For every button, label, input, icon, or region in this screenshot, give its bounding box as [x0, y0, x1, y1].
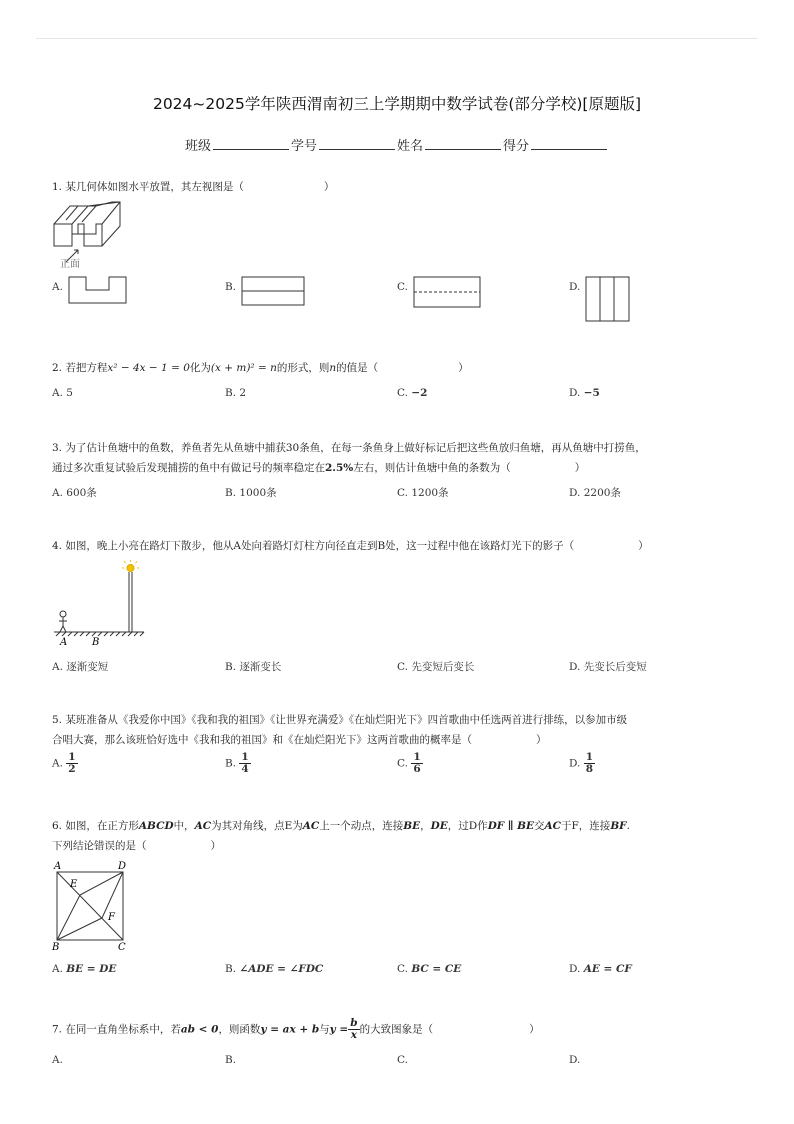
q2-number: 2.: [52, 362, 63, 374]
q6-option-d-label: D.: [569, 963, 581, 975]
q4-option-c-value: 先变短后变长: [411, 661, 475, 673]
class-label: 班级: [184, 139, 211, 154]
q6-bf: BF: [610, 820, 627, 832]
q5-option-b-fraction: [239, 752, 250, 775]
q4-option-b-label: B.: [225, 661, 237, 673]
q6-t2: 中，: [173, 820, 195, 832]
q3-option-c-label: C.: [397, 487, 408, 499]
q3-option-d-label: D.: [569, 487, 581, 499]
q6-abcd: ABCD: [138, 820, 174, 832]
q3-percent: 2.5%: [325, 462, 354, 474]
q7-cond: ab < 0: [180, 1023, 219, 1036]
q5-option-b-label: B.: [225, 757, 237, 770]
q1-solid-figure: [52, 200, 132, 272]
q6-t1: 如图，在正方形: [65, 820, 139, 832]
q1-front-label: 正面: [60, 259, 80, 270]
q1-option-a[interactable]: A.: [52, 281, 63, 293]
q7-t4: 的大致图象是（: [359, 1023, 434, 1036]
q5-option-a-label: A.: [52, 757, 63, 770]
q7-fraction: [348, 1018, 359, 1041]
q5-option-c-label: C.: [397, 757, 408, 770]
q5-close: ）: [536, 734, 547, 746]
q1-text: 某几何体如图水平放置，其左视图是（: [65, 181, 244, 193]
q1-close: ）: [323, 181, 335, 193]
q2-text-c: 的形式，则: [276, 362, 330, 374]
q5-stem: [52, 710, 742, 750]
q7-option-b[interactable]: B.: [225, 1054, 237, 1066]
q5-option-b-den: 4: [241, 763, 249, 775]
q1-option-d-figure: [585, 276, 631, 322]
q3-option-c-value: 1200条: [411, 487, 449, 499]
q3-option-a[interactable]: [52, 485, 97, 500]
q6-option-c-value: BC = CE: [411, 963, 462, 975]
q6-square-figure: [50, 860, 132, 952]
q5-option-b[interactable]: [225, 752, 251, 775]
q2-option-a-value: 5: [66, 387, 73, 399]
q7-option-c[interactable]: C.: [397, 1054, 408, 1066]
q3-number: 3.: [52, 442, 63, 454]
q5-option-a[interactable]: [52, 752, 78, 775]
q6-df: DF ∥ BE: [487, 820, 534, 832]
name-label: 姓名: [397, 139, 424, 154]
q4-option-b[interactable]: [225, 659, 281, 674]
q1-stem: [52, 177, 742, 197]
q5-number: 5.: [52, 714, 63, 726]
q6-stem: [52, 816, 742, 856]
q2-option-d-label: D.: [569, 387, 581, 399]
q4-option-c-label: C.: [397, 661, 408, 673]
q6-t9: .: [626, 820, 630, 832]
number-blank[interactable]: [319, 137, 395, 150]
q6-be: BE: [403, 820, 421, 832]
q5-option-c[interactable]: [397, 752, 423, 775]
q6-ac: AC: [194, 820, 212, 832]
q2-option-c-value: −2: [411, 387, 428, 399]
q3-line2b: 左右，则估计鱼塘中鱼的条数为（: [353, 462, 511, 474]
q6-t5: ，: [420, 820, 431, 832]
q6-label-e: E: [70, 879, 78, 890]
q3-option-a-label: A.: [52, 487, 63, 499]
q5-option-a-fraction: [66, 752, 77, 775]
q4-streetlight-figure: [52, 560, 152, 650]
q4-text: 如图，晚上小亮在路灯下散步，他从A处向着路灯灯柱方向径直走到B处，这一过程中他在该路灯光下的影子（: [65, 540, 575, 552]
q6-option-d-value: AE = CF: [583, 963, 632, 975]
q7-t1: 在同一直角坐标系中，若: [65, 1023, 181, 1036]
q4-option-c[interactable]: [397, 659, 474, 674]
q2-text-a: 若把方程: [65, 362, 108, 374]
q4-label-b: B: [92, 637, 100, 648]
q1-option-b[interactable]: B.: [225, 281, 237, 293]
q5-option-d-num: 1: [585, 751, 594, 763]
q3-option-d[interactable]: [569, 485, 621, 500]
page-title: 2024~2025学年陕西渭南初三上学期期中数学试卷(部分学校)[原题版]: [152, 95, 642, 113]
q6-option-a-label: A.: [52, 963, 63, 975]
q5-option-a-den: 2: [68, 763, 76, 775]
q6-t7: 交: [534, 820, 545, 832]
q6-ac3: AC: [544, 820, 562, 832]
q4-option-a-label: A.: [52, 661, 63, 673]
q4-option-a-value: 逐渐变短: [66, 661, 109, 673]
score-label: 得分: [503, 139, 530, 154]
q7-t2: ，则函数: [218, 1023, 261, 1036]
q2-option-d-value: −5: [583, 387, 600, 399]
q2-option-d[interactable]: [569, 387, 600, 399]
q6-label-f: F: [108, 912, 115, 923]
q4-option-d[interactable]: [569, 659, 647, 674]
q6-t6: ，过D作: [447, 820, 488, 832]
q2-option-b[interactable]: [225, 387, 246, 399]
q2-form: (x + m)² = n: [210, 362, 277, 374]
q6-label-d: D: [118, 861, 127, 872]
q2-option-c-label: C.: [397, 387, 408, 399]
q5-option-b-num: 1: [241, 751, 249, 763]
q2-stem: [52, 358, 742, 378]
q4-option-d-value: 先变长后变短: [583, 661, 647, 673]
q5-option-d-fraction: [584, 752, 595, 775]
q4-close: ）: [638, 540, 649, 552]
q1-option-c-figure: [413, 276, 481, 308]
q2-close: ）: [458, 362, 469, 374]
q5-option-d-label: D.: [569, 757, 581, 770]
q6-option-b-label: B.: [225, 963, 237, 975]
q2-var: n: [329, 362, 337, 374]
q5-option-c-fraction: [411, 752, 422, 775]
q2-option-a-label: A.: [52, 387, 63, 399]
q5-option-a-num: 1: [68, 751, 76, 763]
q6-label-b: B: [52, 942, 60, 953]
q1-number: 1.: [52, 181, 63, 193]
q6-label-a: A: [54, 861, 62, 872]
q6-option-b-value: ∠ADE = ∠FDC: [239, 963, 324, 975]
q7-number: 7.: [52, 1023, 63, 1036]
q2-text-d: 的值是（: [336, 362, 379, 374]
q1-option-b-figure: [241, 276, 305, 306]
q3-option-b-value: 1000条: [239, 487, 277, 499]
number-label: 学号: [290, 139, 317, 154]
q6-line2: 下列结论错误的是（: [52, 840, 147, 852]
q5-option-c-num: 1: [413, 751, 421, 763]
q3-option-b-label: B.: [225, 487, 237, 499]
q3-line1: 为了估计鱼塘中的鱼数，养鱼者先从鱼塘中捕获30条鱼，在每一条鱼身上做好标记后把这些鱼放归鱼塘，再从鱼塘中打捞鱼，: [65, 442, 646, 454]
q2-option-c[interactable]: [397, 387, 427, 399]
q6-option-c-label: C.: [397, 963, 408, 975]
q3-option-a-value: 600条: [66, 487, 97, 499]
class-blank[interactable]: [213, 137, 289, 150]
student-info-line: [0, 135, 794, 154]
q6-de: DE: [430, 820, 448, 832]
q7-option-a[interactable]: A.: [52, 1054, 63, 1066]
q6-option-d[interactable]: [569, 963, 632, 975]
q7-fnum: b: [350, 1017, 358, 1029]
q5-option-c-den: 6: [413, 763, 421, 775]
q6-option-b[interactable]: [225, 963, 323, 975]
q4-number: 4.: [52, 540, 63, 552]
q7-fden: x: [350, 1029, 358, 1041]
q6-option-a-value: BE = DE: [66, 963, 117, 975]
q4-option-d-label: D.: [569, 661, 581, 673]
q6-close: ）: [210, 840, 221, 852]
q4-label-a: A: [60, 637, 68, 648]
q6-number: 6.: [52, 820, 63, 832]
q4-option-b-value: 逐渐变长: [239, 661, 282, 673]
q4-stem: [52, 536, 742, 556]
q3-line2a: 通过多次重复试验后发现捕捞的鱼中有做记号的频率稳定在: [52, 462, 325, 474]
q6-option-a[interactable]: [52, 963, 116, 975]
q3-stem: [52, 438, 742, 478]
q6-t4: 上一个动点，连接: [319, 820, 404, 832]
q3-option-b[interactable]: [225, 485, 277, 500]
q7-option-d[interactable]: D.: [569, 1054, 581, 1066]
q4-lamp-icon: [127, 565, 134, 572]
q2-equation: x² − 4x − 1 = 0: [107, 362, 190, 374]
q5-option-d-den: 8: [585, 763, 594, 775]
q7-t3: 与: [319, 1023, 330, 1036]
q5-line1: 某班准备从《我爱你中国》《我和我的祖国》《让世界充满爱》《在灿烂阳光下》四首歌曲中任选两首进行排练，以参加市级: [65, 714, 628, 726]
q7-close: ）: [529, 1023, 540, 1036]
q7-stem: [52, 1018, 742, 1041]
q2-option-b-value: 2: [239, 387, 247, 399]
q1-option-a-figure: [68, 276, 128, 304]
q6-option-c[interactable]: [397, 963, 461, 975]
q2-option-b-label: B.: [225, 387, 237, 399]
name-blank[interactable]: [425, 137, 501, 150]
q6-t3: 为其对角线，点E为: [211, 820, 303, 832]
q6-ac2: AC: [302, 820, 320, 832]
q1-option-d[interactable]: D.: [569, 281, 581, 293]
q7-f2a: y =: [329, 1023, 349, 1036]
q2-option-a[interactable]: [52, 387, 73, 399]
q4-option-a[interactable]: [52, 659, 108, 674]
q7-f1: y = ax + b: [260, 1023, 320, 1036]
q3-option-c[interactable]: [397, 485, 449, 500]
q3-option-d-value: 2200条: [583, 487, 621, 499]
q2-text-b: 化为: [189, 362, 211, 374]
q5-line2: 合唱大赛，那么该班恰好选中《我和我的祖国》和《在灿烂阳光下》这两首歌曲的概率是（: [52, 734, 472, 746]
q6-label-c: C: [118, 942, 126, 953]
q1-option-c[interactable]: C.: [397, 281, 408, 293]
top-divider: [36, 38, 758, 39]
q6-t8: 于F，连接: [561, 820, 611, 832]
q3-close: ）: [574, 462, 586, 474]
q5-option-d[interactable]: [569, 752, 595, 775]
score-blank[interactable]: [531, 137, 607, 150]
